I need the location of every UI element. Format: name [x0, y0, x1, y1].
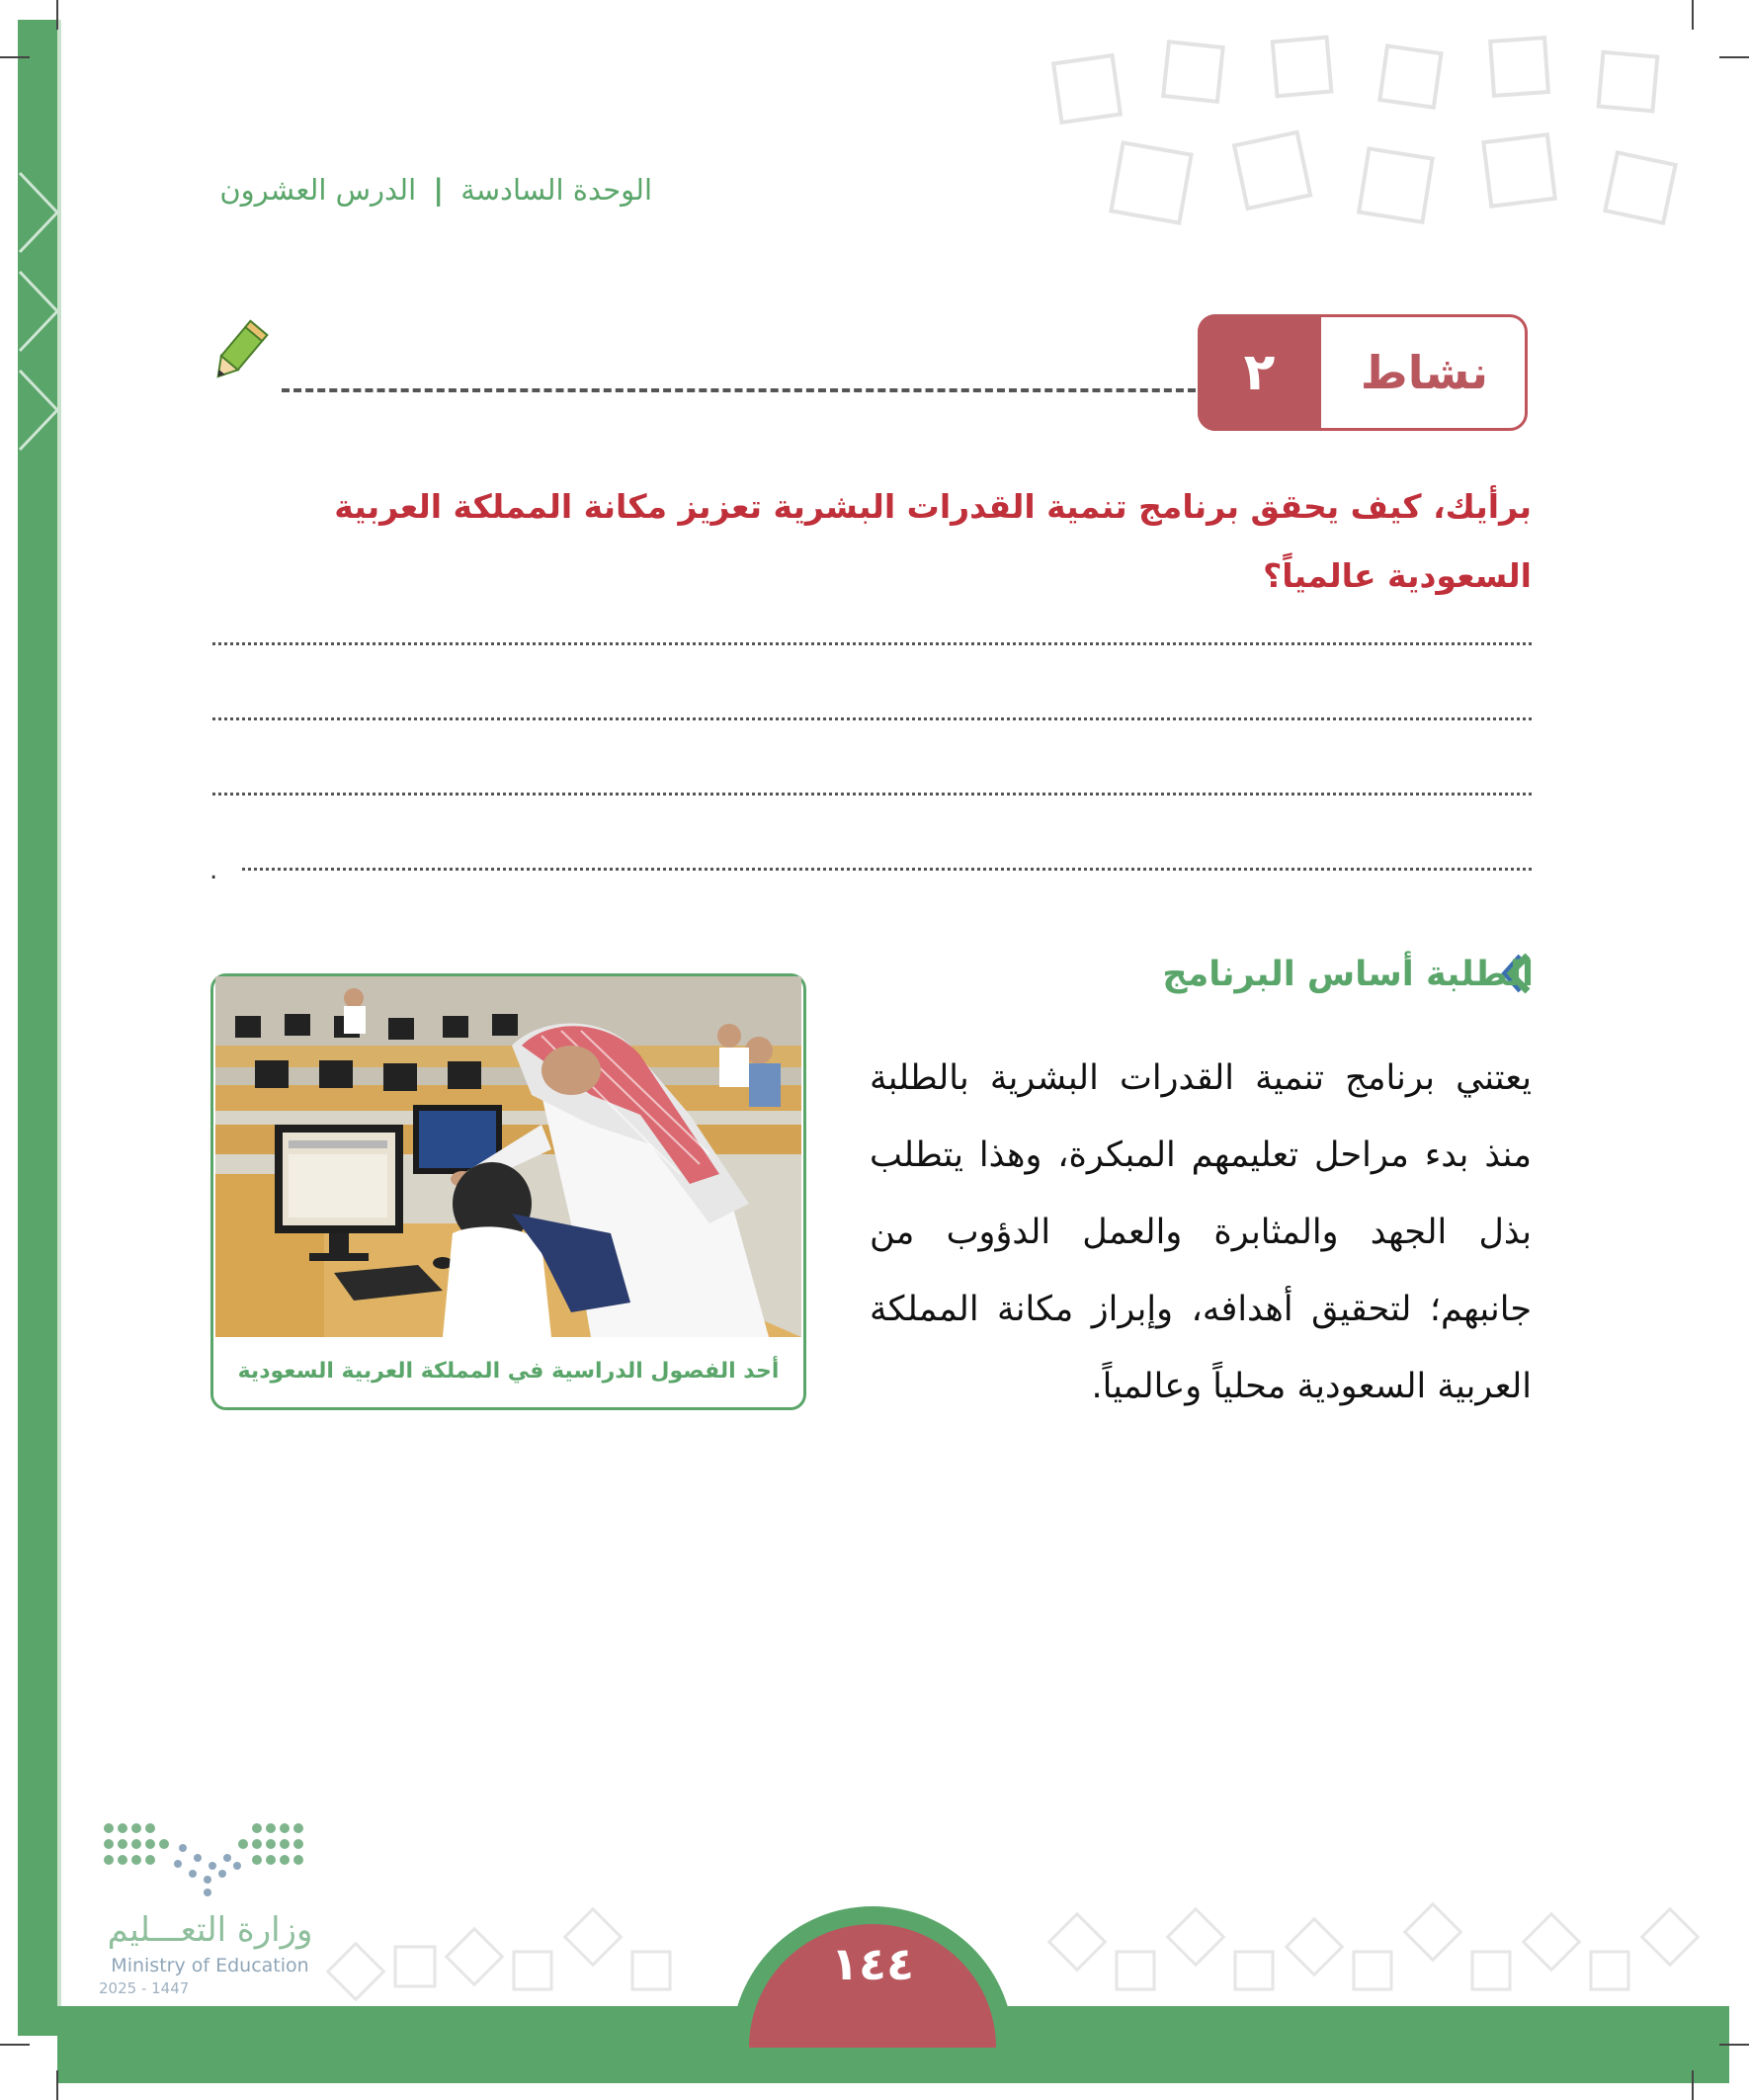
- left-band-chevrons: [18, 168, 62, 484]
- unit-title: الوحدة السادسة: [460, 173, 652, 207]
- classroom-photo: [215, 976, 801, 1337]
- crop-mark: [1719, 56, 1749, 58]
- ministry-name-arabic: وزارة التعـــليم: [107, 1910, 313, 1950]
- section-paragraph: يعتني برنامج تنمية القدرات البشرية بالطلبة منذ بدء مراحل تعليمهم المبكرة، وهذا يتطلب بذل الجهد والمثابرة والعمل الدؤوب من جانبهم؛ لتحقيق أهدافه، وإبراز مكانة المملكة العربية السعودية محلياً وعالمياً.: [870, 1058, 1532, 1406]
- crop-mark: [0, 2044, 30, 2046]
- pencil-icon: [203, 318, 272, 389]
- answer-line[interactable]: [242, 868, 1532, 871]
- activity-number: ٢: [1243, 343, 1276, 402]
- ministry-dots-logo: [99, 1818, 316, 1902]
- unit-lesson-header: [188, 170, 652, 210]
- answer-line[interactable]: [212, 717, 1532, 720]
- crop-mark: [1692, 2070, 1694, 2100]
- ministry-name-english: Ministry of Education: [111, 1955, 309, 1976]
- header-separator: |: [433, 173, 444, 207]
- crop-mark: [1719, 2044, 1749, 2046]
- page-number: ١٤٤: [830, 1937, 915, 1990]
- decorative-squares-top: [1028, 20, 1719, 277]
- lesson-title: الدرس العشرون: [219, 173, 417, 207]
- activity-dashed-line: [282, 388, 1196, 392]
- crop-mark: [56, 2070, 58, 2100]
- activity-question: برأيك، كيف يحقق برنامج تنمية القدرات البشرية تعزيز مكانة المملكة العربية السعودية عالمياً؟: [334, 487, 1532, 595]
- answer-line[interactable]: [212, 642, 1532, 645]
- answer-line[interactable]: [212, 793, 1532, 796]
- activity-label: نشاط: [1360, 346, 1489, 399]
- edition-year: 2025 - 1447: [99, 1979, 190, 1997]
- answer-end-mark: .: [209, 856, 218, 885]
- decorative-squares-bottom: [326, 1878, 1729, 2006]
- crop-mark: [56, 0, 58, 30]
- crop-mark: [0, 56, 30, 58]
- photo-caption: أحد الفصول الدراسية في المملكة العربية السعودية: [237, 1359, 780, 1384]
- section-heading: الطلبة أساس البرنامج: [1162, 955, 1534, 994]
